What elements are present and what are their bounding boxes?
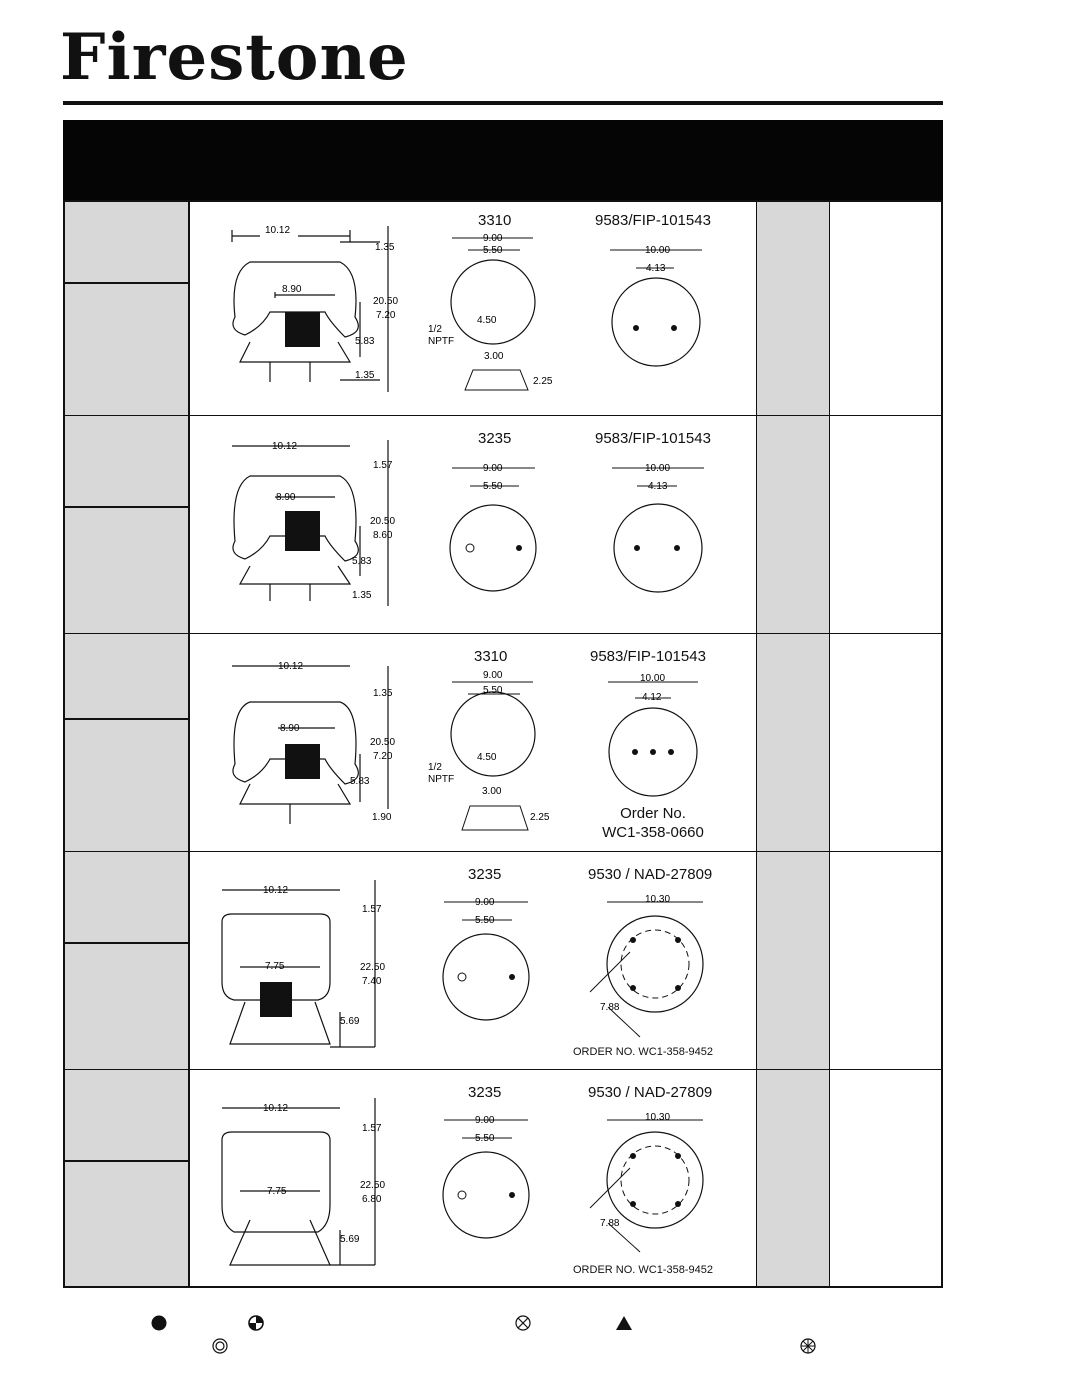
quartered-circle-icon xyxy=(247,1314,265,1332)
part-cell xyxy=(65,416,190,633)
cell-divider xyxy=(65,506,188,508)
cell-divider xyxy=(65,718,188,720)
svg-text:10.12: 10.12 xyxy=(263,1103,289,1114)
svg-text:4.50: 4.50 xyxy=(477,315,497,326)
svg-text:20.50: 20.50 xyxy=(373,296,399,307)
gray-cell xyxy=(756,1070,830,1286)
gray-cell xyxy=(756,852,830,1069)
part-cell xyxy=(65,852,190,1069)
svg-text:5.83: 5.83 xyxy=(355,336,375,347)
svg-text:1.57: 1.57 xyxy=(362,1123,382,1134)
svg-text:8.90: 8.90 xyxy=(276,492,296,503)
svg-text:1.35: 1.35 xyxy=(373,688,393,699)
profile-drawing-icon xyxy=(190,202,756,414)
white-cell xyxy=(830,1070,941,1286)
svg-text:5.50: 5.50 xyxy=(475,1133,495,1144)
gray-cell xyxy=(756,202,830,415)
svg-text:1.35: 1.35 xyxy=(375,242,395,253)
svg-text:9.00: 9.00 xyxy=(483,670,503,681)
profile-drawing-icon xyxy=(190,416,756,632)
svg-text:4.13: 4.13 xyxy=(646,263,666,274)
cell-divider xyxy=(65,942,188,944)
svg-text:5.69: 5.69 xyxy=(340,1234,360,1245)
svg-text:10.30: 10.30 xyxy=(645,1112,671,1123)
white-cell xyxy=(830,634,941,851)
svg-text:5.50: 5.50 xyxy=(483,481,503,492)
svg-text:3.00: 3.00 xyxy=(482,786,502,797)
svg-text:10.00: 10.00 xyxy=(645,245,671,256)
svg-text:3.00: 3.00 xyxy=(484,351,504,362)
spec-row xyxy=(65,1070,941,1286)
top-plate-title: 3310 xyxy=(474,648,508,665)
gray-cell xyxy=(756,634,830,851)
svg-text:7.88: 7.88 xyxy=(600,1002,620,1013)
crossed-circle-icon xyxy=(514,1314,532,1332)
triangle-icon xyxy=(615,1315,633,1331)
svg-text:4.12: 4.12 xyxy=(642,692,662,703)
top-plate-title: 3235 xyxy=(468,866,502,883)
cell-divider xyxy=(65,1160,188,1162)
svg-text:7.20: 7.20 xyxy=(376,310,396,321)
svg-text:10.30: 10.30 xyxy=(645,894,671,905)
svg-text:8.60: 8.60 xyxy=(373,530,393,541)
spec-row xyxy=(65,634,941,852)
svg-text:22.50: 22.50 xyxy=(360,962,386,973)
svg-text:5.50: 5.50 xyxy=(475,915,495,926)
spec-row xyxy=(65,852,941,1070)
cell-divider xyxy=(65,282,188,284)
svg-text:1.57: 1.57 xyxy=(373,460,393,471)
profile-drawing-icon xyxy=(190,852,756,1068)
svg-text:1.35: 1.35 xyxy=(355,370,375,381)
drawing-cell xyxy=(190,634,756,851)
svg-text:1.35: 1.35 xyxy=(352,590,372,601)
svg-text:10.12: 10.12 xyxy=(272,441,298,452)
svg-text:5.50: 5.50 xyxy=(483,685,503,696)
profile-drawing-icon xyxy=(190,1070,756,1284)
svg-text:10.12: 10.12 xyxy=(265,225,291,236)
drawing-cell xyxy=(190,1070,756,1286)
table-header-band xyxy=(63,120,943,200)
svg-text:1.90: 1.90 xyxy=(372,812,392,823)
svg-text:10.00: 10.00 xyxy=(640,673,666,684)
bottom-plate-title: 9530 / NAD-27809 xyxy=(588,866,713,883)
drawing-cell xyxy=(190,852,756,1069)
top-plate-title: 3235 xyxy=(478,430,512,447)
svg-text:20.50: 20.50 xyxy=(370,516,396,527)
svg-text:7.88: 7.88 xyxy=(600,1218,620,1229)
bottom-plate-title: 9583/FIP-101543 xyxy=(595,212,711,229)
svg-text:NPTF: NPTF xyxy=(428,774,455,785)
svg-text:9.00: 9.00 xyxy=(475,897,495,908)
svg-text:7.20: 7.20 xyxy=(373,751,393,762)
svg-text:7.75: 7.75 xyxy=(267,1186,287,1197)
svg-text:4.13: 4.13 xyxy=(648,481,668,492)
svg-text:1.57: 1.57 xyxy=(362,904,382,915)
solid-dot-icon xyxy=(150,1314,168,1332)
bottom-plate-title: 9583/FIP-101543 xyxy=(590,648,706,665)
order-number: ORDER NO. WC1-358-9452 xyxy=(573,1264,713,1276)
bottom-plate-title: 9530 / NAD-27809 xyxy=(588,1084,713,1101)
white-cell xyxy=(830,416,941,633)
svg-text:5.69: 5.69 xyxy=(340,1016,360,1027)
drawing-cell xyxy=(190,202,756,415)
svg-text:2.25: 2.25 xyxy=(533,376,553,387)
spec-row xyxy=(65,416,941,634)
svg-text:8.90: 8.90 xyxy=(282,284,302,295)
white-cell xyxy=(830,202,941,415)
bottom-plate-title: 9583/FIP-101543 xyxy=(595,430,711,447)
svg-text:10.12: 10.12 xyxy=(263,885,289,896)
svg-text:7.75: 7.75 xyxy=(265,961,285,972)
svg-text:9.00: 9.00 xyxy=(483,463,503,474)
white-cell xyxy=(830,852,941,1069)
firestone-logo: Firestone xyxy=(60,20,409,95)
spoked-circle-icon xyxy=(799,1337,817,1355)
svg-text:10.12: 10.12 xyxy=(278,661,304,672)
gray-cell xyxy=(756,416,830,633)
drawing-cell xyxy=(190,416,756,633)
top-plate-title: 3235 xyxy=(468,1084,502,1101)
part-cell xyxy=(65,1070,190,1286)
svg-text:20.50: 20.50 xyxy=(370,737,396,748)
svg-text:4.50: 4.50 xyxy=(477,752,497,763)
svg-text:7.40: 7.40 xyxy=(362,976,382,987)
header-rule xyxy=(63,101,943,105)
order-number: WC1-358-0660 xyxy=(602,824,704,841)
svg-text:5.83: 5.83 xyxy=(350,776,370,787)
spec-table xyxy=(63,200,943,1288)
top-plate-title: 3310 xyxy=(478,212,512,229)
svg-text:10.00: 10.00 xyxy=(645,463,671,474)
double-ring-icon xyxy=(211,1337,229,1355)
svg-text:22.50: 22.50 xyxy=(360,1180,386,1191)
svg-text:1/2: 1/2 xyxy=(428,762,442,773)
svg-text:9.00: 9.00 xyxy=(475,1115,495,1126)
part-cell xyxy=(65,202,190,415)
spec-row xyxy=(65,202,941,416)
svg-text:5.50: 5.50 xyxy=(483,245,503,256)
svg-text:2.25: 2.25 xyxy=(530,812,550,823)
order-number: ORDER NO. WC1-358-9452 xyxy=(573,1046,713,1058)
order-label: Order No. xyxy=(620,805,686,822)
svg-text:9.00: 9.00 xyxy=(483,233,503,244)
svg-text:8.90: 8.90 xyxy=(280,723,300,734)
svg-text:1/2: 1/2 xyxy=(428,324,442,335)
svg-text:NPTF: NPTF xyxy=(428,336,455,347)
svg-text:6.80: 6.80 xyxy=(362,1194,382,1205)
svg-text:5.83: 5.83 xyxy=(352,556,372,567)
part-cell xyxy=(65,634,190,851)
